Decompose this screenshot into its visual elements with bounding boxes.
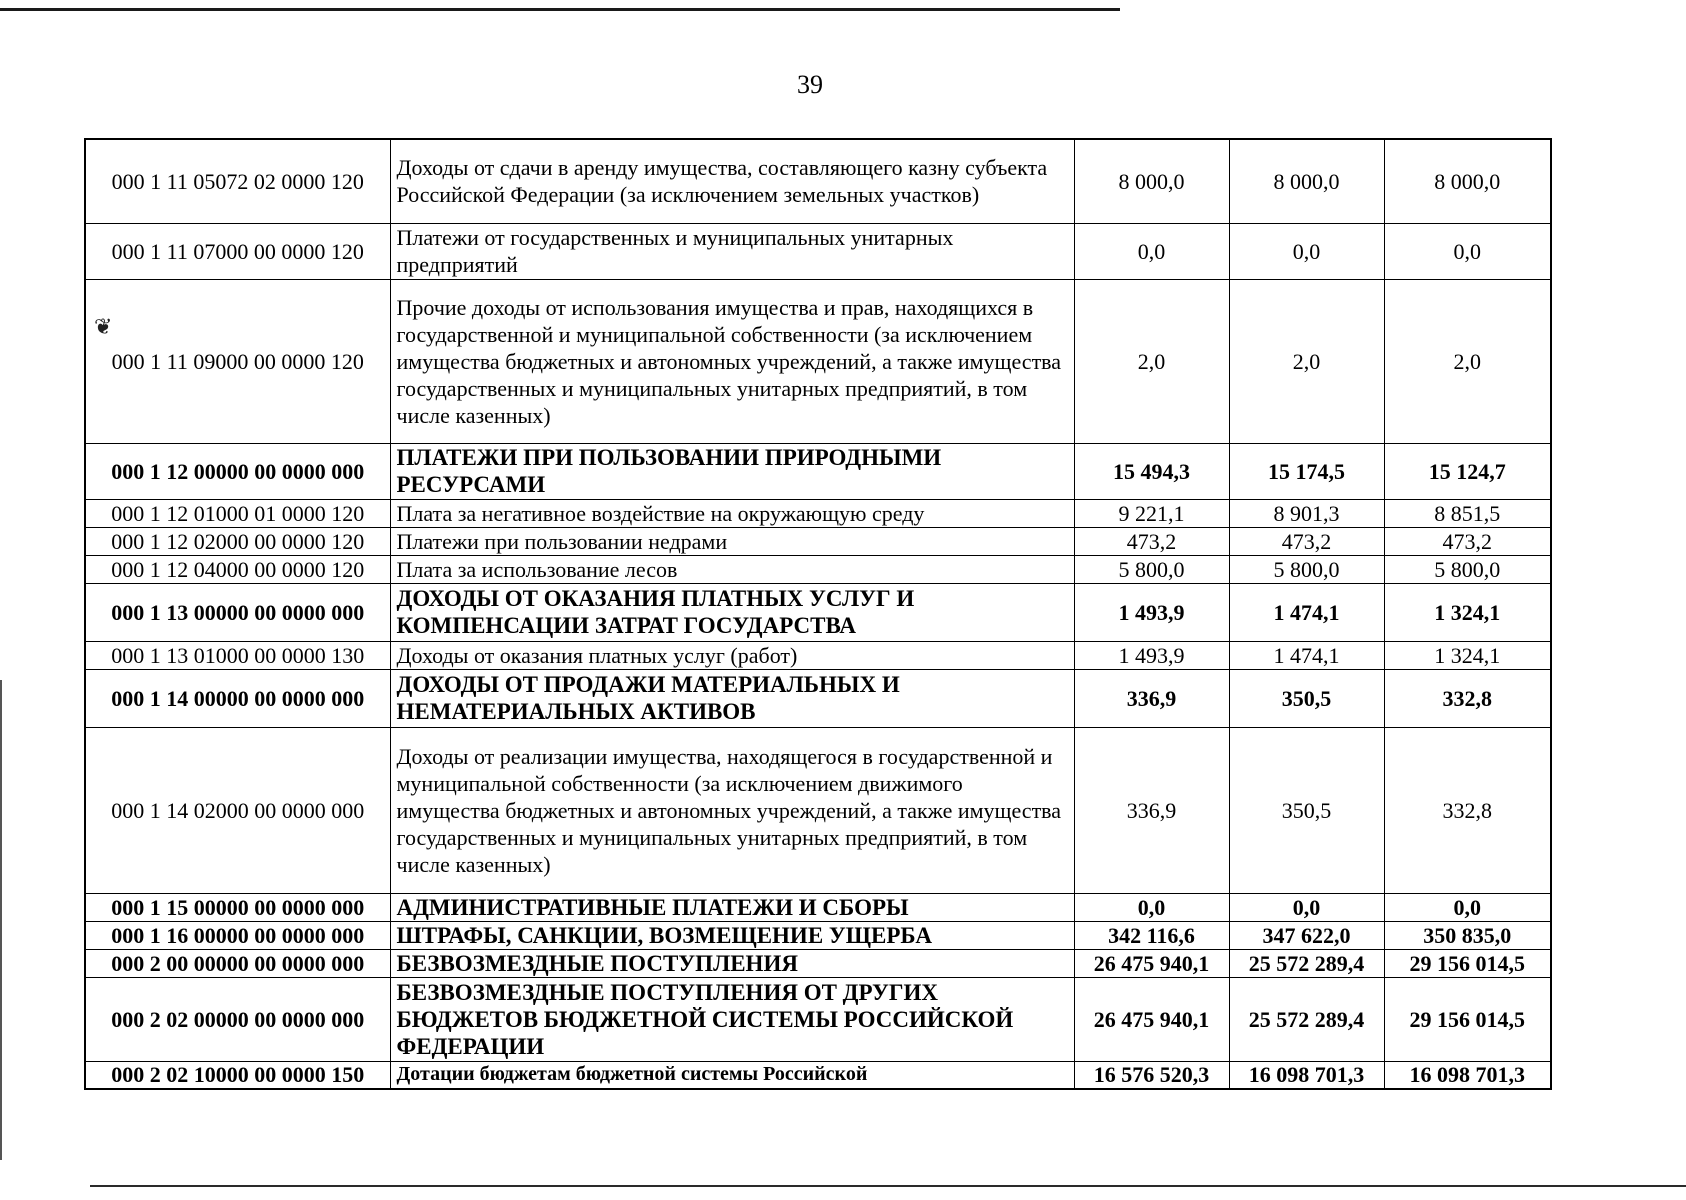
ink-blot-mark: ❦	[94, 314, 113, 339]
value-year-2: 8 000,0	[1229, 139, 1384, 223]
revenue-name: Плата за использование лесов	[390, 555, 1074, 583]
revenue-name: Прочие доходы от использования имущества и прав, находящихся в государственной и муниципальной собственности (за исключением имущества бюджетных и автономных учреждений, а также имущества государственных и муниципальных унитарных предприятий, в том числе казенных)	[390, 279, 1074, 443]
value-year-2: 350,5	[1229, 669, 1384, 727]
value-year-2: 16 098 701,3	[1229, 1061, 1384, 1089]
revenue-name: Плата за негативное воздействие на окружающую среду	[390, 499, 1074, 527]
value-year-1: 336,9	[1074, 727, 1229, 893]
value-year-1: 2,0	[1074, 279, 1229, 443]
budget-code: 000 1 13 01000 00 0000 130	[85, 641, 390, 669]
table-row	[85, 669, 1551, 727]
revenue-name: ШТРАФЫ, САНКЦИИ, ВОЗМЕЩЕНИЕ УЩЕРБА	[390, 921, 1074, 949]
budget-code: 000 1 11 07000 00 0000 120	[85, 223, 390, 279]
table-row	[85, 1061, 1551, 1089]
value-year-2: 0,0	[1229, 893, 1384, 921]
value-year-3: 332,8	[1384, 669, 1551, 727]
budget-code: 000 2 00 00000 00 0000 000	[85, 949, 390, 977]
revenue-name: Доходы от оказания платных услуг (работ)	[390, 641, 1074, 669]
value-year-3: 332,8	[1384, 727, 1551, 893]
value-year-3: 15 124,7	[1384, 443, 1551, 499]
revenue-name: ПЛАТЕЖИ ПРИ ПОЛЬЗОВАНИИ ПРИРОДНЫМИ РЕСУРСАМИ	[390, 443, 1074, 499]
revenue-name: БЕЗВОЗМЕЗДНЫЕ ПОСТУПЛЕНИЯ	[390, 949, 1074, 977]
value-year-2: 0,0	[1229, 223, 1384, 279]
table-row	[85, 499, 1551, 527]
revenue-name: ДОХОДЫ ОТ ОКАЗАНИЯ ПЛАТНЫХ УСЛУГ И КОМПЕНСАЦИИ ЗАТРАТ ГОСУДАРСТВА	[390, 583, 1074, 641]
table-row	[85, 443, 1551, 499]
budget-code: 000 1 12 04000 00 0000 120	[85, 555, 390, 583]
value-year-2: 8 901,3	[1229, 499, 1384, 527]
table-row	[85, 893, 1551, 921]
value-year-3: 8 000,0	[1384, 139, 1551, 223]
value-year-3: 1 324,1	[1384, 583, 1551, 641]
value-year-1: 15 494,3	[1074, 443, 1229, 499]
scan-edge-bottom	[90, 1185, 1686, 1187]
value-year-2: 1 474,1	[1229, 583, 1384, 641]
value-year-2: 350,5	[1229, 727, 1384, 893]
value-year-3: 1 324,1	[1384, 641, 1551, 669]
table-row	[85, 921, 1551, 949]
value-year-2: 2,0	[1229, 279, 1384, 443]
budget-code: 000 2 02 10000 00 0000 150	[85, 1061, 390, 1089]
scan-edge-top	[0, 8, 1120, 11]
budget-code: 000 1 14 02000 00 0000 000	[85, 727, 390, 893]
budget-code: 000 1 13 00000 00 0000 000	[85, 583, 390, 641]
value-year-2: 1 474,1	[1229, 641, 1384, 669]
table-row	[85, 139, 1551, 223]
value-year-3: 350 835,0	[1384, 921, 1551, 949]
revenue-name: ДОХОДЫ ОТ ПРОДАЖИ МАТЕРИАЛЬНЫХ И НЕМАТЕРИАЛЬНЫХ АКТИВОВ	[390, 669, 1074, 727]
revenue-name: БЕЗВОЗМЕЗДНЫЕ ПОСТУПЛЕНИЯ ОТ ДРУГИХ БЮДЖЕТОВ БЮДЖЕТНОЙ СИСТЕМЫ РОССИЙСКОЙ ФЕДЕРАЦИИ	[390, 977, 1074, 1061]
value-year-3: 16 098 701,3	[1384, 1061, 1551, 1089]
value-year-3: 0,0	[1384, 893, 1551, 921]
value-year-1: 336,9	[1074, 669, 1229, 727]
table-row	[85, 527, 1551, 555]
value-year-2: 25 572 289,4	[1229, 949, 1384, 977]
value-year-3: 0,0	[1384, 223, 1551, 279]
value-year-1: 1 493,9	[1074, 641, 1229, 669]
value-year-2: 25 572 289,4	[1229, 977, 1384, 1061]
value-year-3: 2,0	[1384, 279, 1551, 443]
scan-edge-left	[0, 680, 2, 1160]
table-row	[85, 727, 1551, 893]
value-year-3: 8 851,5	[1384, 499, 1551, 527]
value-year-1: 5 800,0	[1074, 555, 1229, 583]
revenue-name: Доходы от реализации имущества, находящегося в государственной и муниципальной собственности (за исключением движимого имущества бюджетных и автономных учреждений, а также имущества государственных и муниципальных унитарных предприятий, в том числе казенных)	[390, 727, 1074, 893]
value-year-1: 473,2	[1074, 527, 1229, 555]
budget-code: 000 1 11 09000 00 0000 120	[85, 279, 390, 443]
value-year-1: 16 576 520,3	[1074, 1061, 1229, 1089]
value-year-1: 342 116,6	[1074, 921, 1229, 949]
value-year-2: 5 800,0	[1229, 555, 1384, 583]
value-year-3: 473,2	[1384, 527, 1551, 555]
value-year-1: 0,0	[1074, 223, 1229, 279]
revenue-name: Дотации бюджетам бюджетной системы Российской	[390, 1061, 1074, 1089]
budget-code: 000 1 14 00000 00 0000 000	[85, 669, 390, 727]
table-row	[85, 223, 1551, 279]
page-number: 39	[797, 70, 823, 99]
table-row	[85, 279, 1551, 443]
budget-code: 000 2 02 00000 00 0000 000	[85, 977, 390, 1061]
revenue-name: Платежи от государственных и муниципальных унитарных предприятий	[390, 223, 1074, 279]
revenue-table	[84, 138, 1552, 1090]
value-year-2: 15 174,5	[1229, 443, 1384, 499]
budget-code: 000 1 12 02000 00 0000 120	[85, 527, 390, 555]
value-year-2: 347 622,0	[1229, 921, 1384, 949]
value-year-1: 1 493,9	[1074, 583, 1229, 641]
budget-code: 000 1 15 00000 00 0000 000	[85, 893, 390, 921]
value-year-1: 8 000,0	[1074, 139, 1229, 223]
revenue-name: Доходы от сдачи в аренду имущества, составляющего казну субъекта Российской Федерации (за исключением земельных участков)	[390, 139, 1074, 223]
value-year-3: 29 156 014,5	[1384, 949, 1551, 977]
table-row	[85, 949, 1551, 977]
value-year-3: 5 800,0	[1384, 555, 1551, 583]
table-row	[85, 583, 1551, 641]
budget-code: 000 1 16 00000 00 0000 000	[85, 921, 390, 949]
value-year-1: 9 221,1	[1074, 499, 1229, 527]
value-year-1: 26 475 940,1	[1074, 977, 1229, 1061]
table-row	[85, 977, 1551, 1061]
value-year-1: 0,0	[1074, 893, 1229, 921]
budget-code: 000 1 11 05072 02 0000 120	[85, 139, 390, 223]
revenue-name: Платежи при пользовании недрами	[390, 527, 1074, 555]
budget-code: 000 1 12 00000 00 0000 000	[85, 443, 390, 499]
table-row	[85, 555, 1551, 583]
table-row	[85, 641, 1551, 669]
budget-code: 000 1 12 01000 01 0000 120	[85, 499, 390, 527]
value-year-3: 29 156 014,5	[1384, 977, 1551, 1061]
value-year-1: 26 475 940,1	[1074, 949, 1229, 977]
revenue-name: АДМИНИСТРАТИВНЫЕ ПЛАТЕЖИ И СБОРЫ	[390, 893, 1074, 921]
value-year-2: 473,2	[1229, 527, 1384, 555]
